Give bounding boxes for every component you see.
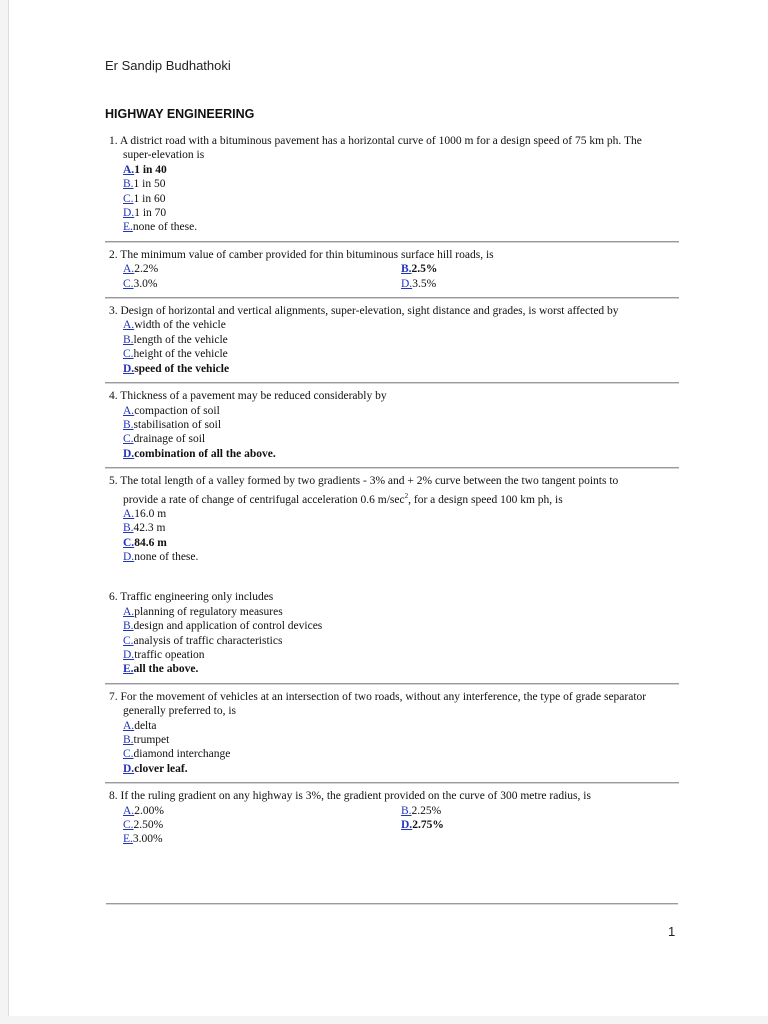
question-divider (105, 241, 679, 243)
question-5-text: 5. The total length of a valley formed by two gradients - 3% and + 2% curve between the two tangent points to provide a rate of change of centrifugal acceleration 0.6 $m/\sec^2$, for a design speed 100 km ph, is (109, 475, 619, 506)
option-letter-link[interactable]: C. (123, 748, 134, 761)
option-d: D.speed of the vehicle (123, 362, 230, 375)
question-list (109, 134, 679, 847)
option-c: C.1 in 60 (123, 192, 166, 205)
option-letter-link[interactable]: C. (123, 634, 134, 647)
question-5 (109, 474, 679, 564)
question-divider (105, 382, 679, 384)
question-2 (109, 248, 679, 291)
option-letter-link[interactable]: D. (123, 762, 135, 775)
question-2-options (109, 262, 679, 291)
question-3-text: 3. Design of horizontal and vertical alignments, super-elevation, sight distance and grades, is worst affected by (109, 305, 619, 318)
option-a: A.16.0 m (123, 507, 167, 520)
option-letter-link[interactable]: D. (401, 819, 413, 832)
option-d: D.1 in 70 (123, 207, 167, 220)
question-4-text: 4. Thickness of a pavement may be reduced considerably by (109, 390, 387, 403)
option-letter-link[interactable]: A. (123, 605, 135, 618)
author-name: Er Sandip Budhathoki (105, 58, 231, 73)
option-d: D.combination of all the above. (123, 447, 276, 460)
option-a: A.delta (123, 719, 157, 732)
option-b: B.1 in 50 (123, 178, 166, 191)
question-1-options (109, 163, 679, 235)
option-a: A.2.00% (123, 804, 164, 817)
question-8-text: 8. If the ruling gradient on any highway is 3%, the gradient provided on the curve of 300 metre radius, is (109, 790, 591, 803)
question-divider (105, 297, 679, 299)
question-divider (105, 683, 679, 685)
question-7-options (109, 719, 679, 777)
question-1 (109, 134, 679, 235)
question-6-options (109, 605, 679, 677)
option-b: B.design and application of control devices (123, 620, 323, 633)
option-letter-link[interactable]: E. (123, 221, 133, 234)
option-letter-link[interactable]: D. (123, 207, 135, 220)
question-7-text: 7. For the movement of vehicles at an intersection of two roads, without any interference, the type of grade separator generally preferred to, is (109, 690, 647, 718)
option-letter-link[interactable]: B. (123, 333, 134, 346)
option-d: D.clover leaf. (123, 762, 188, 775)
option-letter-link[interactable]: C. (123, 348, 134, 361)
question-6-text: 6. Traffic engineering only includes (109, 591, 274, 604)
option-letter-link[interactable]: B. (123, 178, 134, 191)
option-letter-link[interactable]: E. (123, 663, 134, 676)
option-a: A.compaction of soil (123, 404, 220, 417)
option-letter-link[interactable]: B. (123, 734, 134, 747)
option-letter-link[interactable]: C. (123, 192, 134, 205)
option-c: C.3.0% (123, 277, 158, 290)
question-3 (109, 304, 679, 376)
option-letter-link[interactable]: C. (123, 277, 134, 290)
option-c: C.84.6 m (123, 536, 167, 549)
question-8 (109, 789, 679, 847)
option-e: E.none of these. (123, 221, 198, 234)
question-3-options (109, 318, 679, 376)
option-b: B.42.3 m (123, 522, 166, 535)
question-7 (109, 690, 679, 776)
option-e: E.3.00% (123, 833, 163, 846)
question-divider (105, 782, 679, 784)
question-1-text: 1. A district road with a bituminous pavement has a horizontal curve of 1000 m for a design speed of 75 km ph. The super-elevation is (109, 135, 642, 162)
option-letter-link[interactable]: A. (123, 319, 135, 332)
option-c: C.diamond interchange (123, 748, 231, 761)
option-letter-link[interactable]: B. (123, 620, 134, 633)
option-letter-link[interactable]: E. (123, 833, 133, 846)
question-6 (109, 590, 679, 676)
option-letter-link[interactable]: B. (123, 418, 134, 431)
document-title: HIGHWAY ENGINEERING (105, 107, 255, 121)
option-letter-link[interactable]: A. (123, 719, 135, 732)
option-letter-link[interactable]: C. (123, 536, 135, 549)
option-a: A.planning of regulatory measures (123, 605, 283, 618)
option-letter-link[interactable]: A. (123, 507, 135, 520)
option-d: D.2.75% (401, 819, 444, 832)
question-4-options (109, 404, 679, 462)
option-c: C.height of the vehicle (123, 348, 228, 361)
footer-divider (106, 903, 678, 905)
question-5-options (109, 507, 679, 565)
question-2-text: 2. The minimum value of camber provided for thin bituminous surface hill roads, is (109, 248, 494, 261)
option-b: B.2.5% (401, 263, 438, 276)
document-page (8, 0, 768, 1016)
option-d: D.3.5% (401, 277, 437, 290)
option-c: C.2.50% (123, 819, 164, 832)
option-letter-link[interactable]: A. (123, 404, 135, 417)
option-b: B.stabilisation of soil (123, 418, 222, 431)
option-b: B.2.25% (401, 804, 442, 817)
question-8-options (109, 804, 679, 847)
option-e: E.all the above. (123, 663, 199, 676)
option-c: C.drainage of soil (123, 433, 206, 446)
option-letter-link[interactable]: D. (401, 277, 413, 290)
spacer (109, 564, 679, 590)
option-letter-link[interactable]: D. (123, 447, 135, 460)
option-letter-link[interactable]: A. (123, 263, 135, 276)
option-letter-link[interactable]: D. (123, 362, 135, 375)
option-b: B.length of the vehicle (123, 333, 228, 346)
option-a: A.width of the vehicle (123, 319, 226, 332)
option-letter-link[interactable]: D. (123, 550, 135, 563)
page-number: 1 (668, 924, 676, 939)
option-d: D.traffic opeation (123, 649, 205, 662)
option-a: A.2.2% (123, 263, 159, 276)
option-letter-link[interactable]: B. (401, 804, 412, 817)
option-letter-link[interactable]: A. (123, 804, 135, 817)
option-b: B.trumpet (123, 734, 170, 747)
option-letter-link[interactable]: A. (123, 163, 135, 176)
option-letter-link[interactable]: B. (123, 522, 134, 535)
option-letter-link[interactable]: C. (123, 433, 134, 446)
question-4 (109, 389, 679, 461)
question-divider (105, 467, 679, 469)
option-letter-link[interactable]: D. (123, 649, 135, 662)
option-c: C.analysis of traffic characteristics (123, 634, 283, 647)
option-letter-link[interactable]: B. (401, 263, 412, 276)
option-a: A.1 in 40 (123, 163, 167, 176)
option-d: D.none of these. (123, 550, 199, 563)
option-letter-link[interactable]: C. (123, 819, 134, 832)
